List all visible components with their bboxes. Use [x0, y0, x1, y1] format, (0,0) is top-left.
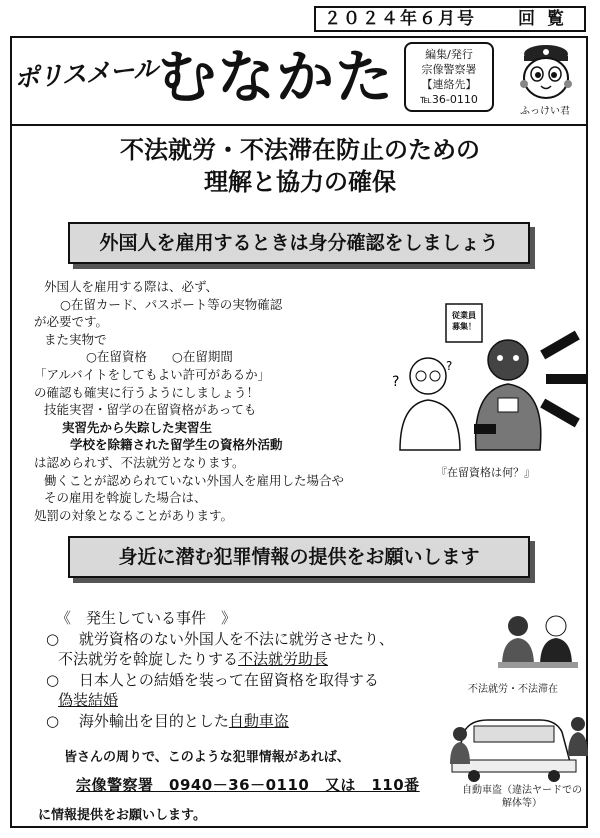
poster-text: 従業員 [452, 311, 476, 320]
body-line: 外国人を雇用する際は、必ず、 [44, 279, 219, 294]
body-line: 技能実習・留学の在留資格があっても [44, 402, 257, 418]
body-line: 処罰の対象となることがあります。 [34, 507, 234, 523]
term-sham-marriage: 偽装結婚 [58, 691, 119, 709]
list-heading: 《 発生している事件 》 [56, 609, 237, 627]
header-divider [10, 124, 588, 126]
mascot-name: ふっけい君 [520, 106, 570, 117]
list-item [46, 670, 394, 691]
caption-line: 自動車盗（違法ヤードでの [462, 785, 582, 796]
publisher-line: 宗像警察署 [421, 63, 477, 76]
list-item [46, 711, 394, 732]
issue-date: ２０２４年６月号 [324, 9, 476, 29]
publisher-box [404, 42, 494, 112]
body-line: 働くことが認められていない外国人を雇用した場合や [44, 472, 345, 488]
list-item-cont [46, 690, 394, 711]
contact-phone: 宗像警察署 0940－36－0110 又は 110番 [76, 776, 420, 794]
list-item-text: 海外輸出を目的とした [78, 711, 229, 730]
bullet: ○ [46, 629, 60, 648]
list-item [46, 629, 394, 650]
publisher-line: 【連絡先】 [421, 78, 477, 91]
term-car-theft: 自動車盗 [228, 711, 289, 730]
body-line: 「アルバイトをしてもよい許可があるか」 [34, 366, 271, 382]
poster-icon [446, 304, 482, 342]
body-line: ○在留資格 ○在留期間 [86, 349, 233, 365]
circulation-box [314, 6, 586, 32]
call-to-action-line3: に情報提供をお願いします。 [38, 808, 206, 823]
list-item-cont [46, 649, 394, 670]
car-theft-caption [452, 784, 592, 810]
section2-body [46, 608, 394, 731]
illegal-work-caption: 不法就労・不法滞在 [468, 684, 558, 695]
body-line-emphasis: 学校を除籍された留学生の資格外活動 [70, 437, 283, 453]
kairan-label: 回覧 [518, 9, 576, 29]
body-line: の確認も確実に行うようにしましょう！ [34, 384, 260, 400]
body-line: が必要です。 [34, 314, 109, 330]
list-item-text: 日本人との結婚を装って在留資格を取得する [78, 670, 379, 689]
list-item-text: 不法就労を斡旋したりする [58, 650, 239, 668]
illustration-caption: 『在留資格は何？』 [436, 466, 535, 479]
residence-check-illustration [380, 300, 590, 460]
mascot-icon [510, 40, 582, 102]
body-line: その雇用を斡旋した場合は、 [44, 490, 207, 506]
headline-line1: 不法就労・不法滞在防止のための [120, 136, 480, 164]
publisher-line: 編集/発行 [425, 48, 473, 61]
car-theft-illustration [444, 702, 590, 784]
headline [0, 134, 600, 198]
body-line: また実物で [44, 331, 107, 347]
caption-line: 解体等） [502, 798, 542, 809]
list-item-text: 就労資格のない外国人を不法に就労させたり、 [78, 629, 394, 648]
bullet: ○ [46, 711, 60, 730]
body-line: ○在留カード、パスポート等の実物確認 [60, 296, 283, 312]
publisher-line: ℡36-0110 [420, 93, 478, 106]
headline-line2: 理解と協力の確保 [204, 168, 396, 196]
body-line-emphasis: 実習先から失踪した実習生 [62, 419, 213, 435]
svg-text:?: ? [446, 359, 453, 373]
section1-body [34, 278, 344, 524]
section1-banner: 外国人を雇用するときは身分確認をしましょう [68, 222, 530, 264]
body-line: は認められず、不法就労となります。 [34, 454, 245, 470]
brand-munakata: むなかた [158, 43, 395, 111]
call-to-action-line1: 皆さんの周りで、このような犯罪情報があれば、 [64, 750, 350, 765]
poster-text: 募集！ [452, 322, 476, 331]
bullet: ○ [46, 670, 60, 689]
svg-text:?: ? [392, 374, 400, 390]
illegal-work-illustration [488, 606, 588, 676]
brand-police-mail: ポリスメール [13, 54, 158, 93]
section2-banner: 身近に潜む犯罪情報の提供をお願いします [68, 536, 530, 578]
term-illegal-work: 不法就労助長 [238, 650, 329, 668]
